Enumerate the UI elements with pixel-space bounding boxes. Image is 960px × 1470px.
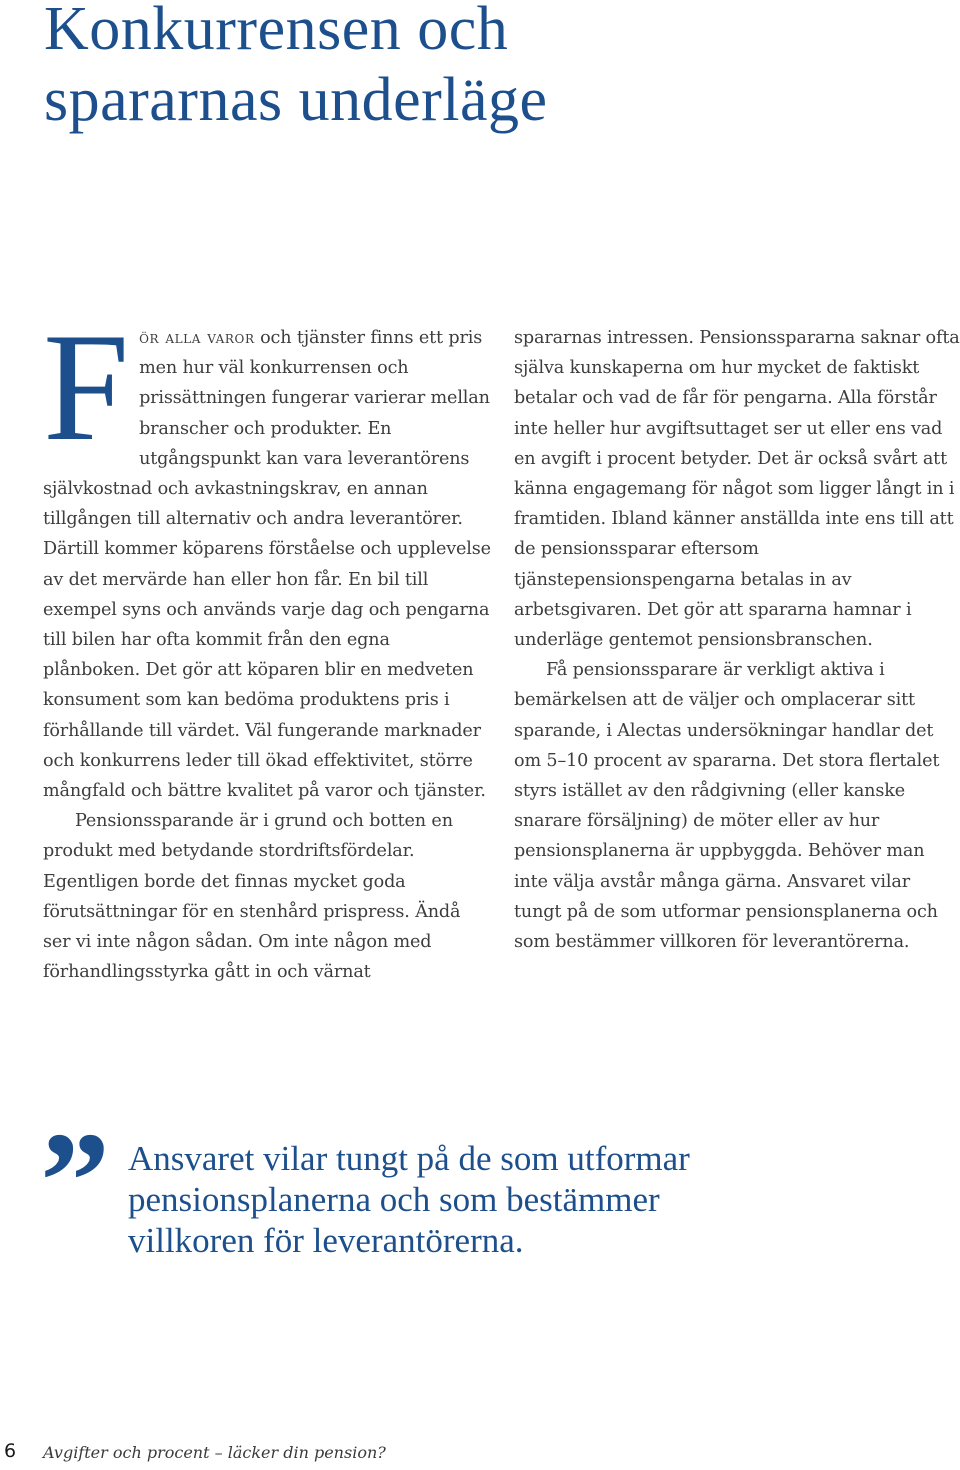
pull-quote-line-3: villkoren för leverantörerna. [128,1221,524,1260]
paragraph-1 [43,301,491,806]
pull-quote [128,1138,768,1261]
pull-quote-line-1: Ansvaret vilar tungt på de som utformar [128,1139,690,1178]
page-number: 6 [4,1440,17,1462]
paragraph-1-text: och tjänster finns ett pris men hur väl konkurrensen och prissättningen fungerar varierar mellan branscher och produkter. En utgångspunkt kan vara leverantörens självkostnad och avkastningskrav, en annan tillgången till alternativ och andra leverantörer. Därtill kommer köparens förståelse och upplevelse av det mervärde han eller hon får. En bil till exempel syns och används varje dag och pengarna till bilen har ofta kommit från den egna plånboken. Det gör att köparen blir en medveten konsument som kan bedöma produktens pris i förhållande till värdet. Väl fungerande marknader och konkurrens leder till ökad effektivitet, större mångfald och bättre kvalitet på varor och tjänster. [43,328,491,802]
page-footer [0,1440,960,1470]
drop-cap: F [43,301,130,473]
title-line-2: spararnas underläge [44,66,548,134]
paragraph-2-left: Pensionssparande är i grund och botten en produkt med betydande stordriftsfördelar. Egentligen borde det finnas mycket goda förutsättningar för en stenhård prispress. Ändå ser vi inte någon sådan. Om inte någon med förhandlingsstyrka gått in och värnat [43,811,461,983]
lead-in-smallcaps: ör alla varor [139,328,255,348]
left-column [43,301,491,987]
running-title: Avgifter och procent – läcker din pension? [43,1443,386,1462]
article-title [44,0,548,136]
quote-mark-icon: ” [40,1104,110,1259]
paragraph-3: Få pensionssparare är verkligt aktiva i bemärkelsen att de väljer och omplacerar sitt sparande, i Alectas undersökningar handlar det om 5–10 procent av spararna. Det stora flertalet styrs istället av den rådgivning (eller kanske snarare försäljning) de möter eller av hur pensionsplanerna är uppbyggda. Behöver man inte välja avstår många gärna. Ansvaret vilar tungt på de som utformar pensionsplanerna och som bestämmer villkoren för leverantörerna. [514,660,940,953]
title-line-1: Konkurrensen och [44,0,509,63]
right-column [514,323,960,957]
pull-quote-line-2: pensionsplanerna och som bestämmer [128,1180,660,1219]
paragraph-2-right: spararnas intressen. Pensionsspararna saknar ofta själva kunskaperna om hur mycket de faktiskt betalar och vad de får för pengarna. Alla förstår inte heller hur avgiftsuttaget ser ut eller ens vad en avgift i procent betyder. Det är också svårt att känna engagemang för något som ligger långt in i framtiden. Ibland känner anställda inte ens till att de pensionssparar eftersom tjänstepensionspengarna betalas in av arbetsgivaren. Det gör att spararna hamnar i underläge gentemot pensionsbranschen. [514,328,960,651]
